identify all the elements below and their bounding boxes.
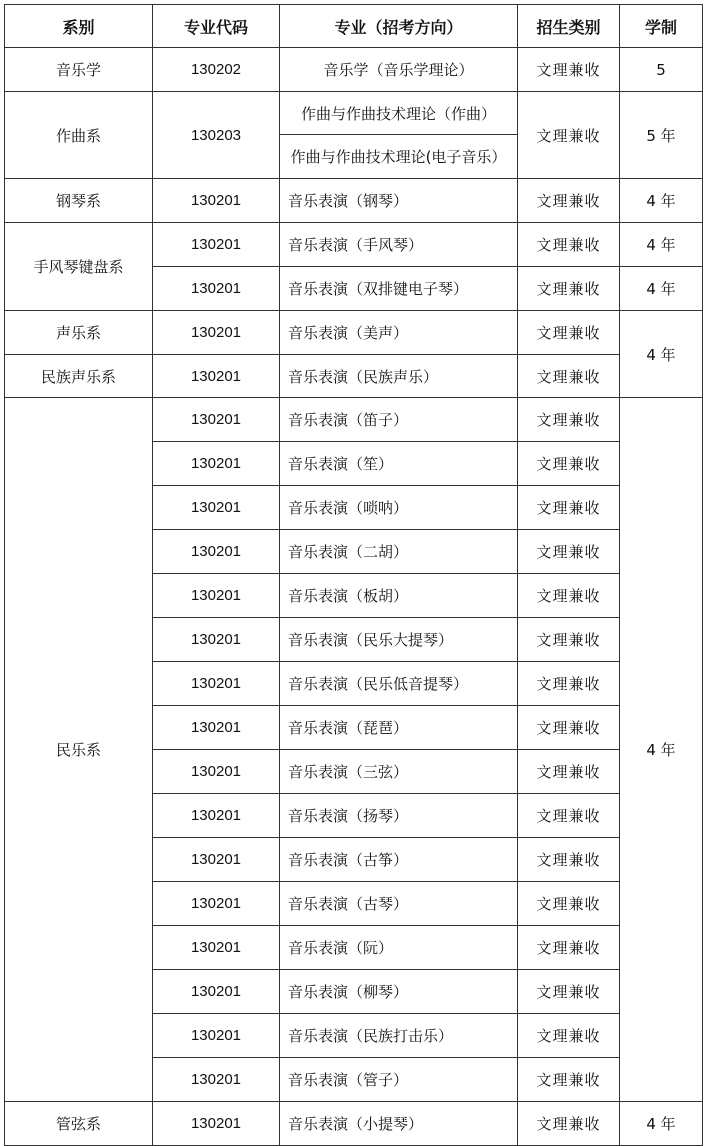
category-cell: 文理兼收: [518, 486, 620, 530]
category-cell: 文理兼收: [518, 355, 620, 398]
header-code: 专业代码: [153, 5, 280, 48]
category-cell: 文理兼收: [518, 179, 620, 223]
table-row: [5, 398, 703, 442]
table-row: [5, 92, 703, 135]
category-cell: 文理兼收: [518, 882, 620, 926]
code-cell: 130201: [153, 486, 280, 530]
major-cell: 音乐表演（管子）: [280, 1058, 518, 1102]
major-cell: 音乐表演（美声）: [280, 311, 518, 355]
code-cell: 130201: [153, 618, 280, 662]
code-cell: 130201: [153, 267, 280, 311]
major-cell: 音乐表演（小提琴）: [280, 1102, 518, 1146]
category-cell: 文理兼收: [518, 530, 620, 574]
dept-cell: 手风琴键盘系: [5, 223, 153, 311]
category-cell: 文理兼收: [518, 92, 620, 179]
category-cell: 文理兼收: [518, 574, 620, 618]
header-duration: 学制: [620, 5, 703, 48]
major-cell: 音乐表演（琵琶）: [280, 706, 518, 750]
category-cell: 文理兼收: [518, 618, 620, 662]
code-cell: 130201: [153, 574, 280, 618]
major-cell: 作曲与作曲技术理论（作曲）: [280, 92, 518, 135]
code-cell: 130201: [153, 1014, 280, 1058]
major-cell: 音乐表演（古琴）: [280, 882, 518, 926]
code-cell: 130201: [153, 398, 280, 442]
category-cell: 文理兼收: [518, 926, 620, 970]
code-cell: 130201: [153, 970, 280, 1014]
code-cell: 130201: [153, 794, 280, 838]
category-cell: 文理兼收: [518, 706, 620, 750]
code-cell: 130201: [153, 530, 280, 574]
major-cell: 音乐表演（柳琴）: [280, 970, 518, 1014]
duration-cell: 4 年: [620, 1102, 703, 1146]
major-cell: 音乐表演（板胡）: [280, 574, 518, 618]
category-cell: 文理兼收: [518, 48, 620, 92]
code-cell: 130201: [153, 1058, 280, 1102]
category-cell: 文理兼收: [518, 970, 620, 1014]
header-dept: 系别: [5, 5, 153, 48]
dept-cell: 民族声乐系: [5, 355, 153, 398]
major-cell: 音乐表演（民乐低音提琴）: [280, 662, 518, 706]
duration-cell: 4 年: [620, 267, 703, 311]
code-cell: 130203: [153, 92, 280, 179]
category-cell: 文理兼收: [518, 442, 620, 486]
code-cell: 130201: [153, 311, 280, 355]
enrollment-table: [4, 4, 703, 1146]
major-cell: 音乐表演（双排键电子琴）: [280, 267, 518, 311]
table-row: [5, 355, 703, 398]
major-cell: 音乐表演（扬琴）: [280, 794, 518, 838]
duration-cell: 4 年: [620, 311, 703, 398]
header-major: 专业（招考方向）: [280, 5, 518, 48]
code-cell: 130201: [153, 750, 280, 794]
category-cell: 文理兼收: [518, 838, 620, 882]
major-cell: 音乐表演（笙）: [280, 442, 518, 486]
code-cell: 130201: [153, 882, 280, 926]
dept-cell: 民乐系: [5, 398, 153, 1102]
category-cell: 文理兼收: [518, 1058, 620, 1102]
dept-cell: 钢琴系: [5, 179, 153, 223]
duration-cell: 4 年: [620, 398, 703, 1102]
category-cell: 文理兼收: [518, 311, 620, 355]
major-cell: 音乐表演（手风琴）: [280, 223, 518, 267]
table-row: [5, 179, 703, 223]
dept-cell: 管弦系: [5, 1102, 153, 1146]
header-category: 招生类别: [518, 5, 620, 48]
table-row: [5, 1102, 703, 1146]
major-cell: 音乐表演（钢琴）: [280, 179, 518, 223]
duration-cell: 5: [620, 48, 703, 92]
major-cell: 音乐学（音乐学理论）: [280, 48, 518, 92]
code-cell: 130201: [153, 223, 280, 267]
code-cell: 130201: [153, 838, 280, 882]
header-row: [5, 5, 703, 48]
code-cell: 130201: [153, 355, 280, 398]
category-cell: 文理兼收: [518, 267, 620, 311]
major-cell: 音乐表演（民族打击乐）: [280, 1014, 518, 1058]
major-cell: 音乐表演（三弦）: [280, 750, 518, 794]
category-cell: 文理兼收: [518, 1102, 620, 1146]
major-cell: 音乐表演（二胡）: [280, 530, 518, 574]
dept-cell: 音乐学: [5, 48, 153, 92]
category-cell: 文理兼收: [518, 223, 620, 267]
table-row: [5, 48, 703, 92]
category-cell: 文理兼收: [518, 662, 620, 706]
dept-cell: 作曲系: [5, 92, 153, 179]
category-cell: 文理兼收: [518, 1014, 620, 1058]
major-cell: 音乐表演（民族声乐）: [280, 355, 518, 398]
code-cell: 130201: [153, 706, 280, 750]
table-row: [5, 311, 703, 355]
code-cell: 130201: [153, 1102, 280, 1146]
code-cell: 130201: [153, 179, 280, 223]
major-cell: 作曲与作曲技术理论(电子音乐）: [280, 135, 518, 179]
major-cell: 音乐表演（唢呐）: [280, 486, 518, 530]
major-cell: 音乐表演（古筝）: [280, 838, 518, 882]
duration-cell: 4 年: [620, 179, 703, 223]
category-cell: 文理兼收: [518, 794, 620, 838]
major-cell: 音乐表演（民乐大提琴）: [280, 618, 518, 662]
category-cell: 文理兼收: [518, 398, 620, 442]
table-row: [5, 223, 703, 267]
duration-cell: 5 年: [620, 92, 703, 179]
code-cell: 130201: [153, 442, 280, 486]
dept-cell: 声乐系: [5, 311, 153, 355]
duration-cell: 4 年: [620, 223, 703, 267]
major-cell: 音乐表演（阮）: [280, 926, 518, 970]
code-cell: 130201: [153, 662, 280, 706]
category-cell: 文理兼收: [518, 750, 620, 794]
code-cell: 130201: [153, 926, 280, 970]
code-cell: 130202: [153, 48, 280, 92]
major-cell: 音乐表演（笛子）: [280, 398, 518, 442]
